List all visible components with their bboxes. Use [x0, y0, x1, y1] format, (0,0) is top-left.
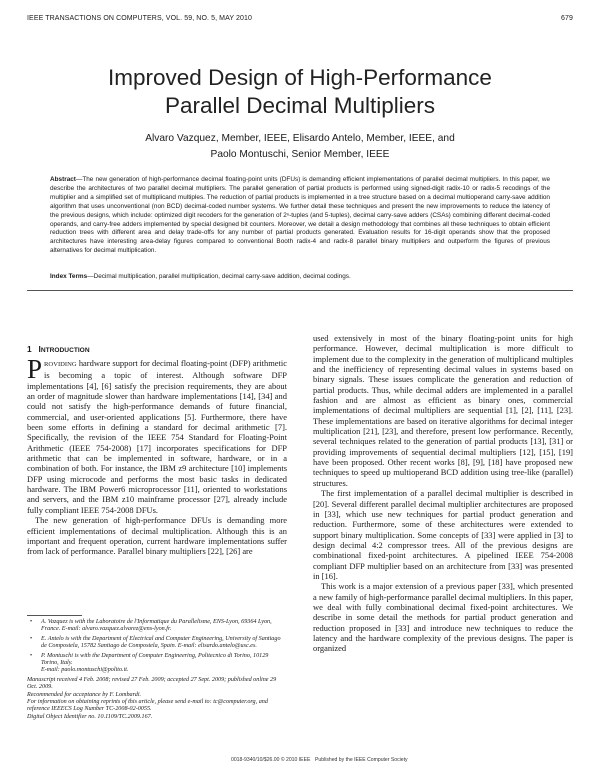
- abstract-label: Abstract: [50, 176, 76, 183]
- section-number: 1: [27, 344, 32, 354]
- footnote-affiliation: • P. Montuschi is with the Department of Computer Engineering, Politecnico di Torino, 10129 Torino, Italy. E-mail: paolo.montuschi@polito.it.: [30, 652, 269, 674]
- intro-paragraph-1: [27, 354, 287, 515]
- intro-paragraph-2: The new generation of high-performance DFUs is demanding more efficient implementations of decimal multiplication. Although this is an important and frequent operation, current hardware implementations suffer from lack of performance. Parallel binary multipliers [22], [26] are: [27, 515, 287, 557]
- footnote-affiliation: • E. Antelo is with the Department of Electrical and Computer Engineering, University of Santiago de Compostela, 15782 Santiago de Compostela, Spain. E-mail: elisardo.antelo@usc.es.: [30, 635, 281, 650]
- bullet-icon: •: [30, 652, 33, 659]
- journal-citation: IEEE TRANSACTIONS ON COMPUTERS, VOL. 59, NO. 5, MAY 2010: [27, 15, 252, 22]
- manuscript-history: Manuscript received 4 Feb. 2008; revised 27 Feb. 2009; accepted 27 Sept. 2009; published online 29 Oct. 2009.: [27, 676, 277, 691]
- footnotes: [27, 619, 287, 721]
- section-title-rest: NTRODUCTION: [40, 347, 90, 354]
- intro-paragraph-5: This work is a major extension of a previous paper [33], which presented a new family of high-performance parallel decimal multipliers. In this paper, we deal with fully combinational decimal fixed-point architectures. We describe in some detail the methods for partial product generation and reduction proposed in [33] and introduce new techniques to reduce the latency and the hardware complexity of the previous designs. The paper is organized: [313, 581, 573, 654]
- footer-copyright: 0018-9340/10/$26.00 © 2010 IEEE: [231, 757, 311, 763]
- abstract-text: —The new generation of high-performance decimal floating-point units (DFUs) is demanding efficient implementations of parallel decimal multipliers. In this paper, we describe the architectures of two parallel decimal multipliers. The parallel generation of partial products is performed using signed-digit radix-10 or radix-5 recodings of the multiplier and a simplified set of multiplicand multiples. The reduction of partial products is implemented in a tree structure based on a decimal multioperand carry-save addition algorithm that uses unconventional (non BCD) decimal-coded number systems. We further detail these techniques and present the new improvements to reduce the latency of the previous designs, which include: optimized digit recoders for the generation of 2ⁿ-tuples (and 5-tuples), decimal carry-save adders (CSAs) combining different decimal-coded operands, and carry-free adders implemented by special designed bit counters. Moreover, we detail a design methodology that combines all these techniques to obtain efficient reduction trees with different area and delay trade-offs for any number of partial products generated. Evaluation results for 16-digit operands show that the proposed architectures have interesting area-delay figures compared to conventional Booth radix-4 and radix-8 parallel binary multipliers and outperform the figures of previous alternatives for decimal multiplication.: [50, 176, 550, 255]
- footnote-divider: [27, 615, 82, 616]
- index-terms-label: Index Terms: [50, 273, 88, 280]
- intro-column-left: [27, 354, 287, 557]
- drop-cap: P: [27, 354, 43, 384]
- header-divider: [27, 290, 573, 291]
- running-head: [27, 15, 573, 27]
- intro-paragraph-4: The first implementation of a parallel decimal multiplier is described in [20]. Several different parallel decimal multiplier architectures are proposed in [33], which use new techniques for partial product generation and reduction. Furthermore, some of these architectures were extended to support binary multiplication. Some concepts of [33] were applied in [3] to design decimal 4:2 compressor trees. All of the previous designs are combinational fixed-point architectures. A pipelined IEEE 754-2008 compliant DFP multiplier based on an architecture from [33] was presented in [16].: [313, 488, 573, 581]
- abstract: [50, 176, 550, 256]
- footnote-affiliation: • A. Vazquez is with the Laboratoire de l'Informatique du Parallelisme, ENS-Lyon, 69364 Lyon, France. E-mail: alvaro.vazquez.alvarez@ens-lyon.fr.: [30, 619, 272, 633]
- page-number: 679: [561, 15, 573, 22]
- reprints-info: For information on obtaining reprints of this article, please send e-mail to: tc@computer.org, and reference IEEECS Log Number TC-2008-02-0055.: [27, 699, 268, 713]
- intro-paragraph-3: used extensively in most of the binary floating-point units for high performance. However, decimal multiplication is more difficult to implement due to the complexity in the generation of multiplicand multiples and the inefficiency of representing decimal values in systems based on binary signals. These issues complicate the generation and reduction of partial products. Thus, while decimal adders are implemented in a parallel fashion and are almost as efficient as binary ones, commercial implementations of decimal multipliers are sequential [1], [2], [11], [23]. These implementations are based on iterative algorithms for decimal integer multiplication [21], [23], and therefore, present low performance. Recently, several techniques related to the generation of partial products [13], [31] or providing improvements of sequential decimal multipliers [12], [15], [19] have been proposed. Other recent works [8], [9], [18] have proposed new techniques to speed up multioperand BCD addition using tree-like (parallel) structures.: [313, 333, 573, 488]
- intro-paragraph-1-text: hardware support for decimal floating-point (DFP) arithmetic is becoming a topic of interest. Although software DFP implementations [4], [6] satisfy the precision requirements, they are about an order of magnitude slower than hardware implementations [14], [34] and could not satisfy the high-performance demands of future financial, commercial, and user-oriented applications [5]. Furthermore, there have been some efforts in defining a standard for decimal arithmetic [7]. Specifically, the revision of the IEEE 754 Standard for Floating-Point Arithmetic (IEEE 754-2008) [17] incorporates specifications for DFP arithmetic that can be implemented in software, hardware, or in a combination of both. For instance, the IBM z9 architecture [10] implements DFP using microcode and performs the most basic tasks in dedicated hardware. The IBM Power6 microprocessor [11], oriented to workstations and servers, and the IBM z10 mainframe processor [27], already include fully compliant IEEE 754-2008 DFUs.: [27, 358, 287, 515]
- index-terms-text: —Decimal multiplication, parallel multiplication, decimal carry-save addition, decimal codings.: [87, 273, 351, 280]
- authors-line-1: Alvaro Vazquez, Member, IEEE, Elisardo Antelo, Member, IEEE, and: [145, 133, 455, 144]
- title-line-2: Parallel Decimal Multipliers: [164, 93, 436, 118]
- paper-title: [0, 64, 600, 120]
- title-line-1: Improved Design of High-Performance: [108, 65, 492, 90]
- bullet-icon: •: [30, 619, 33, 625]
- section-title-initial: I: [38, 344, 41, 354]
- author-block: [0, 131, 600, 163]
- authors-line-2: Paolo Montuschi, Senior Member, IEEE: [210, 149, 390, 160]
- doi: Digital Object Identifier no. 10.1109/TC.2009.167.: [27, 713, 153, 720]
- footer-publisher: Published by the IEEE Computer Society: [315, 757, 408, 763]
- drop-cap-smallcaps: ROVIDING: [44, 361, 77, 368]
- intro-column-right: [313, 333, 573, 654]
- section-heading: [27, 344, 90, 354]
- bullet-icon: •: [30, 635, 33, 642]
- index-terms: [50, 273, 550, 282]
- recommended-by: Recommended for acceptance by F. Lombardi.: [27, 691, 142, 698]
